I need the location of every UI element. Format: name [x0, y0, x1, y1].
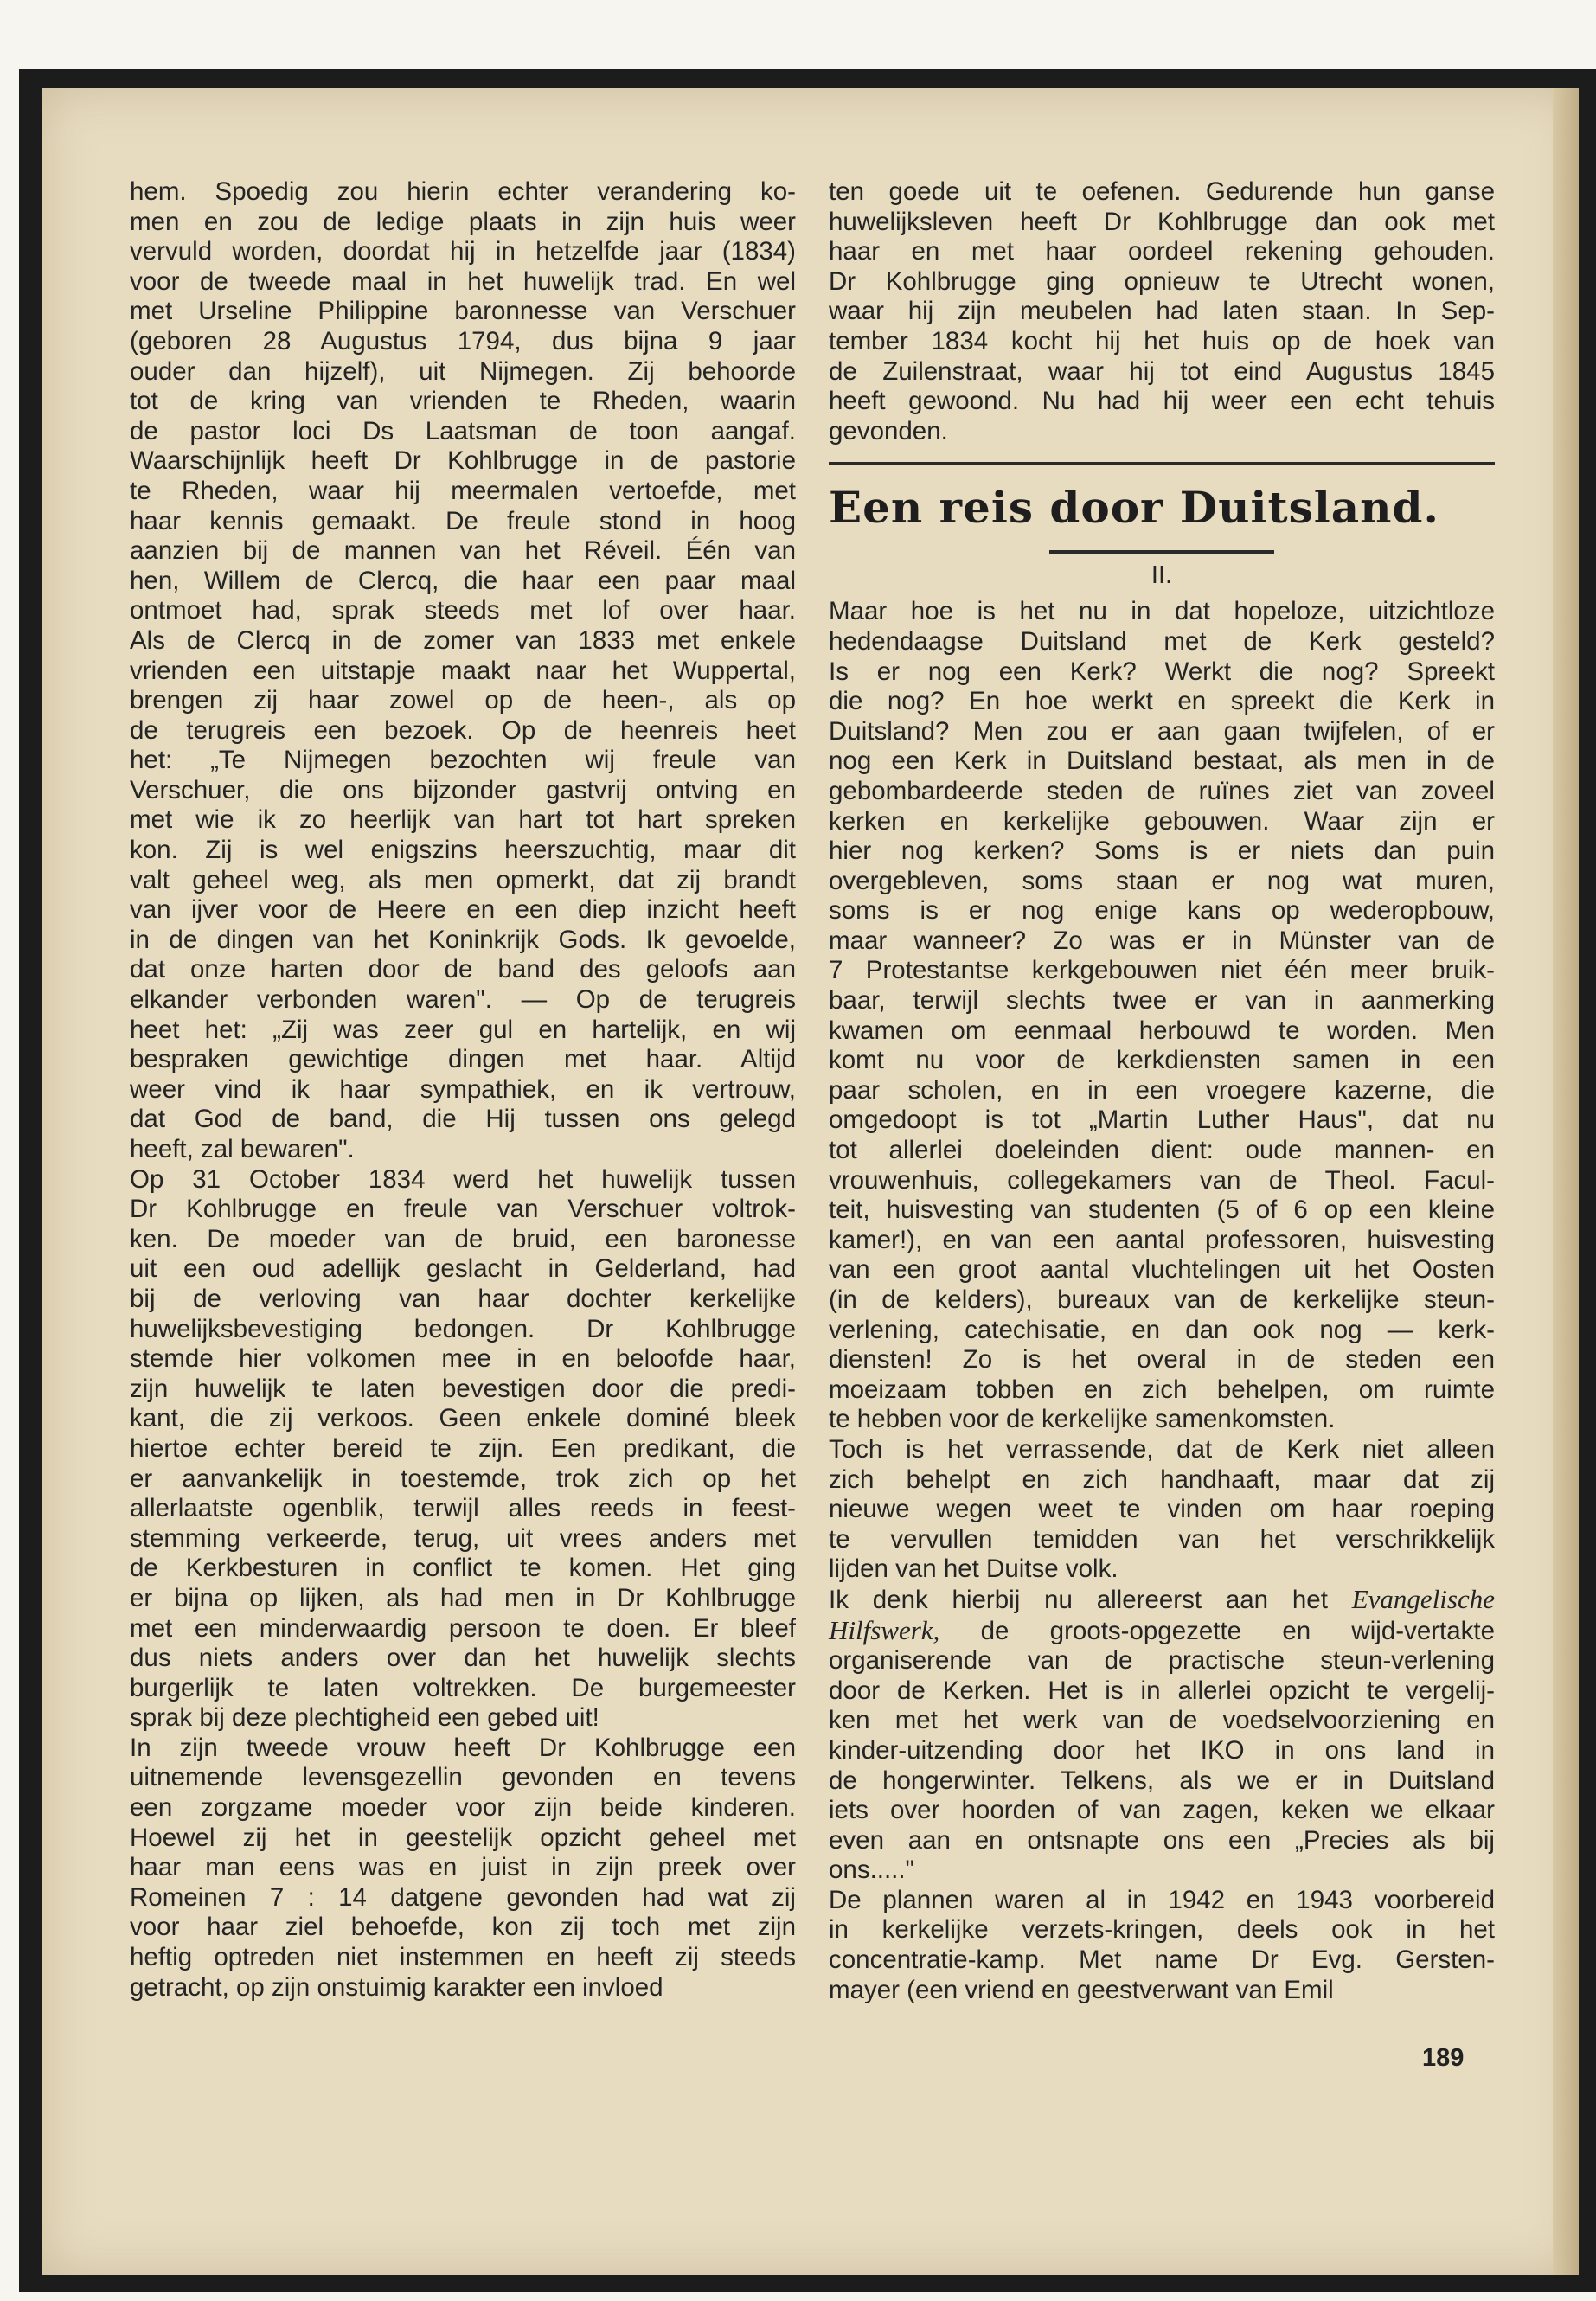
text-line: Op 31 October 1834 werd het huwelijk tussen — [130, 1164, 796, 1194]
text-line: vervuld worden, doordat hij in hetzelfde jaar (1834) — [130, 237, 796, 266]
text-line: maar wanneer? Zo was er in Münster van de — [829, 926, 1495, 955]
page-edge-shadow — [1553, 88, 1579, 2275]
text-line: hedendaagse Duitsland met de Kerk gesteld? — [829, 626, 1495, 656]
scan-border-right — [1579, 69, 1596, 2292]
text-line: (in de kelders), bureaux van de kerkelijke steun- — [829, 1285, 1495, 1314]
text-line: waar hij zijn meubelen had laten staan. In Sep- — [829, 297, 1495, 326]
text-line: hier nog kerken? Soms is er niets dan puin — [829, 836, 1495, 866]
text-line: tot de kring van vrienden te Rheden, waarin — [130, 387, 796, 416]
scan-border-left — [19, 69, 42, 2292]
text-line: bij de verloving van haar dochter kerkelijke — [130, 1284, 796, 1313]
text-line: huwelijksbevestiging bedongen. Dr Kohlbrugge — [130, 1314, 796, 1343]
text-line: 7 Protestantse kerkgebouwen niet één meer bruik- — [829, 956, 1495, 985]
text-line: heftig optreden niet instemmen en heeft zij steeds — [130, 1943, 796, 1972]
text-line: van ijver voor de Heere en een diep inzicht heeft — [130, 895, 796, 925]
text-line: nieuwe wegen weet te vinden om haar roeping — [829, 1495, 1495, 1524]
text-line: hiertoe echter bereid te zijn. Een predikant, die — [130, 1433, 796, 1463]
heading-underline — [1049, 550, 1274, 554]
text-line: stemming verkeerde, terug, uit vrees anders met — [130, 1523, 796, 1553]
text-line: hen, Willem de Clercq, die haar een paar maal — [130, 566, 796, 595]
text-line: Dr Kohlbrugge en freule van Verschuer voltrok- — [130, 1195, 796, 1224]
text-line: kerken en kerkelijke gebouwen. Waar zijn er — [829, 806, 1495, 836]
text-line: sprak bij deze plechtigheid een gebed uit! — [130, 1703, 599, 1733]
text-line: er bijna op lijken, als had men in Dr Kohlbrugge — [130, 1583, 796, 1612]
text-line: gevonden. — [829, 416, 948, 445]
text-line: Maar hoe is het nu in dat hopeloze, uitzichtloze — [829, 597, 1495, 626]
text-line: de pastor loci Ds Laatsman de toon aangaf. — [130, 416, 796, 445]
text-line: diensten! Zo is het overal in de steden een — [829, 1345, 1495, 1375]
text-line: moeizaam tobben en zich behelpen, om ruimte — [829, 1375, 1495, 1404]
text-line: concentratie-kamp. Met name Dr Evg. Gersten- — [829, 1945, 1495, 1975]
text-line: zich behelpt en zich handhaaft, maar dat zij — [829, 1465, 1495, 1494]
text-line: Duitsland? Men zou er aan gaan twijfelen, of er — [829, 716, 1495, 746]
text-line: men en zou de ledige plaats in zijn huis weer — [130, 207, 796, 236]
text-line: ouder dan hijzelf), uit Nijmegen. Zij behoorde — [130, 356, 796, 386]
text-line: uitnemende levensgezellin gevonden en tevens — [130, 1763, 796, 1792]
text-line: stemde hier volkomen mee in en beloofde haar, — [130, 1344, 796, 1374]
text-line: overgebleven, soms staan er nog wat muren, — [829, 866, 1495, 895]
text-line: kant, die zij verkoos. Geen enkele dominé bleek — [130, 1404, 796, 1433]
text-line: weer vind ik haar sympathiek, en ik vertrouw, — [130, 1074, 796, 1104]
text-line: te Rheden, waar hij meermalen vertoefde, met — [130, 476, 796, 505]
text-line: (geboren 28 Augustus 1794, dus bijna 9 jaar — [130, 326, 796, 356]
text-line: ons....." — [829, 1856, 915, 1885]
text-line: haar en met haar oordeel rekening gehouden. — [829, 237, 1495, 266]
text-line: een zorgzame moeder voor zijn beide kinderen. — [130, 1793, 796, 1823]
text-line: ontmoet had, sprak steeds met lof over haar. — [130, 596, 796, 625]
text-line: heet het: „Zij was zeer gul en hartelijk, en wij — [130, 1015, 796, 1044]
text-line-hilfswerk: Hilfswerk, de groots-opgezette en wijd-vertakte — [829, 1614, 1496, 1645]
text-line: tot allerlei doeleinden dient: oude mannen- en — [829, 1136, 1495, 1165]
text-line: In zijn tweede vrouw heeft Dr Kohlbrugge een — [130, 1733, 796, 1762]
text-line: Is er nog een Kerk? Werkt die nog? Spreekt — [829, 657, 1495, 686]
text-line: kon. Zij is wel enigszins heerszuchtig, maar dit — [130, 836, 796, 865]
text-line: paar scholen, en in een vroegere kazerne, die — [829, 1075, 1495, 1105]
text-line: ken. De moeder van de bruid, een baronesse — [130, 1224, 796, 1253]
text-line: vrienden een uitstapje maakt naar het Wuppertal, — [130, 656, 796, 685]
text-line: in kerkelijke verzets-kringen, deels ook in het — [829, 1915, 1495, 1945]
section-number: II. — [1151, 561, 1173, 590]
text-line: De plannen waren al in 1942 en 1943 voorbereid — [829, 1885, 1495, 1914]
text-line: de hongerwinter. Telkens, als we er in Duitsland — [829, 1766, 1495, 1795]
text-line: met een minderwaardig persoon te doen. Er bleef — [130, 1613, 796, 1643]
text-line: uit een oud adellijk geslacht in Gelderland, had — [130, 1254, 796, 1284]
text-line: Waarschijnlijk heeft Dr Kohlbrugge in de pastorie — [130, 446, 796, 476]
text-line: er aanvankelijk in toestemde, trok zich op het — [130, 1464, 796, 1493]
text-line: mayer (een vriend en geestverwant van Emil — [829, 1975, 1334, 2004]
text-line: voor de tweede maal in het huwelijk trad. En wel — [130, 266, 796, 296]
text-line: hem. Spoedig zou hierin echter verandering ko- — [130, 177, 796, 206]
section-divider — [829, 462, 1495, 465]
text-line: het: „Te Nijmegen bezochten wij freule van — [130, 746, 796, 775]
text-line-evangelische: Ik denk hierbij nu allereerst aan het Evangelische — [829, 1583, 1495, 1614]
text-line: ten goede uit te oefenen. Gedurende hun ganse — [829, 177, 1495, 206]
text-line: van een groot aantal vluchtelingen uit het Oosten — [829, 1255, 1495, 1285]
scan-border-top — [19, 69, 1593, 88]
text-line: baar, terwijl slechts twee er van in aanmerking — [829, 986, 1495, 1016]
text-line: lijden van het Duitse volk. — [829, 1554, 1118, 1584]
text-line: gebombardeerde steden de ruïnes ziet van zoveel — [829, 776, 1495, 805]
text-line: kamer!), en van een aantal professoren, huisvesting — [829, 1225, 1495, 1254]
text-line: valt geheel weg, als men opmerkt, dat zij brandt — [130, 865, 796, 894]
text-line: Dr Kohlbrugge ging opnieuw te Utrecht wonen, — [829, 266, 1495, 296]
text-line: teit, huisvesting van studenten (5 of 6 op een kleine — [829, 1195, 1495, 1225]
text-line: dus niets anders over dan het huwelijk slechts — [130, 1644, 796, 1673]
text-line: heeft, zal bewaren". — [130, 1135, 355, 1163]
article-body-part-2 — [829, 1646, 1495, 2005]
text-line: dat God de band, die Hij tussen ons gelegd — [130, 1105, 796, 1134]
text-line: met Urseline Philippine baronnesse van Verschuer — [130, 297, 796, 326]
text-line: even aan en ontsnapte ons een „Precies als bij — [829, 1825, 1495, 1855]
scan-border-bottom — [19, 2275, 1596, 2292]
text-line: die nog? En hoe werkt en spreekt die Kerk in — [829, 687, 1495, 716]
text-line: met wie ik zo heerlijk van hart tot hart spreken — [130, 805, 796, 835]
text-line: de terugreis een bezoek. Op de heenreis heet — [130, 715, 796, 745]
text-line: Hoewel zij het in geestelijk opzicht geheel met — [130, 1823, 796, 1852]
text-line: tember 1834 kocht hij het huis op de hoek van — [829, 326, 1495, 356]
text-line: Verschuer, die ons bijzonder gastvrij ontving en — [130, 775, 796, 804]
right-intro-paragraph — [829, 177, 1495, 446]
text-line: door de Kerken. Het is in allerlei opzicht te vergelij- — [829, 1676, 1495, 1705]
text-line: iets over hoorden of van zagen, keken we elkaar — [829, 1796, 1495, 1825]
right-column — [829, 177, 1495, 2005]
text-line: organiserende van de practische steun-verlening — [829, 1646, 1495, 1676]
article-body-part-1 — [829, 597, 1495, 1585]
text-line: bespraken gewichtige dingen met haar. Altijd — [130, 1045, 796, 1074]
text-line: haar man eens was en juist in zijn preek over — [130, 1853, 796, 1882]
text-line: nog een Kerk in Duitsland bestaat, als men in de — [829, 747, 1495, 776]
text-line: de Kerkbesturen in conflict te komen. Het ging — [130, 1554, 796, 1583]
text-line: ken met het werk van de voedselvoorziening en — [829, 1706, 1495, 1735]
text-line: Toch is het verrassende, dat de Kerk niet alleen — [829, 1434, 1495, 1464]
text-line: te vervullen temidden van het verschrikkelijk — [829, 1524, 1495, 1554]
text-line: dat onze harten door de band des geloofs aan — [130, 955, 796, 984]
page-number: 189 — [1422, 2044, 1465, 2072]
text-line: Als de Clercq in de zomer van 1833 met enkele — [130, 625, 796, 655]
text-line: haar kennis gemaakt. De freule stond in hoog — [130, 506, 796, 535]
text-line: elkander verbonden waren". — Op de terugreis — [130, 985, 796, 1015]
text-line: soms is er nog enige kans op wederopbouw, — [829, 896, 1495, 926]
text-line: getracht, op zijn onstuimig karakter een invloed — [130, 1972, 663, 2002]
text-line: omgedoopt is tot „Martin Luther Haus", dat nu — [829, 1106, 1495, 1135]
text-line: de Zuilenstraat, waar hij tot eind Augustus 1845 — [829, 356, 1495, 386]
text-line: in de dingen van het Koninkrijk Gods. Ik gevoelde, — [130, 925, 796, 954]
text-line: voor haar ziel behoefde, kon zij toch met zijn — [130, 1913, 796, 1942]
text-line: brengen zij haar zowel op de heen-, als op — [130, 686, 796, 715]
article-heading: Een reis door Duitsland. — [829, 482, 1439, 534]
text-line: Romeinen 7 : 14 datgene gevonden had wat zij — [130, 1882, 796, 1912]
text-line: zijn huwelijk te laten bevestigen door die predi- — [130, 1374, 796, 1403]
text-line: huwelijksleven heeft Dr Kohlbrugge dan ook met — [829, 207, 1495, 236]
text-line: burgerlijk te laten voltrekken. De burgemeester — [130, 1673, 796, 1702]
text-line: vrouwenhuis, collegekamers van de Theol. Facul- — [829, 1165, 1495, 1195]
text-line: komt nu voor de kerkdiensten samen in een — [829, 1046, 1495, 1075]
text-line: te hebben voor de kerkelijke samenkomsten. — [829, 1405, 1336, 1434]
text-line: allerlaatste ogenblik, terwijl alles reeds in feest- — [130, 1494, 796, 1523]
text-line: kwamen om eenmaal herbouwd te worden. Men — [829, 1016, 1495, 1045]
text-line: aanzien bij de mannen van het Réveil. Één van — [130, 536, 796, 566]
text-line: verlening, catechisatie, en dan ook nog — kerk- — [829, 1315, 1495, 1344]
left-column — [130, 177, 796, 2003]
text-line: kinder-uitzending door het IKO in ons land in — [829, 1735, 1495, 1765]
text-line: heeft gewoond. Nu had hij weer een echt tehuis — [829, 387, 1495, 416]
